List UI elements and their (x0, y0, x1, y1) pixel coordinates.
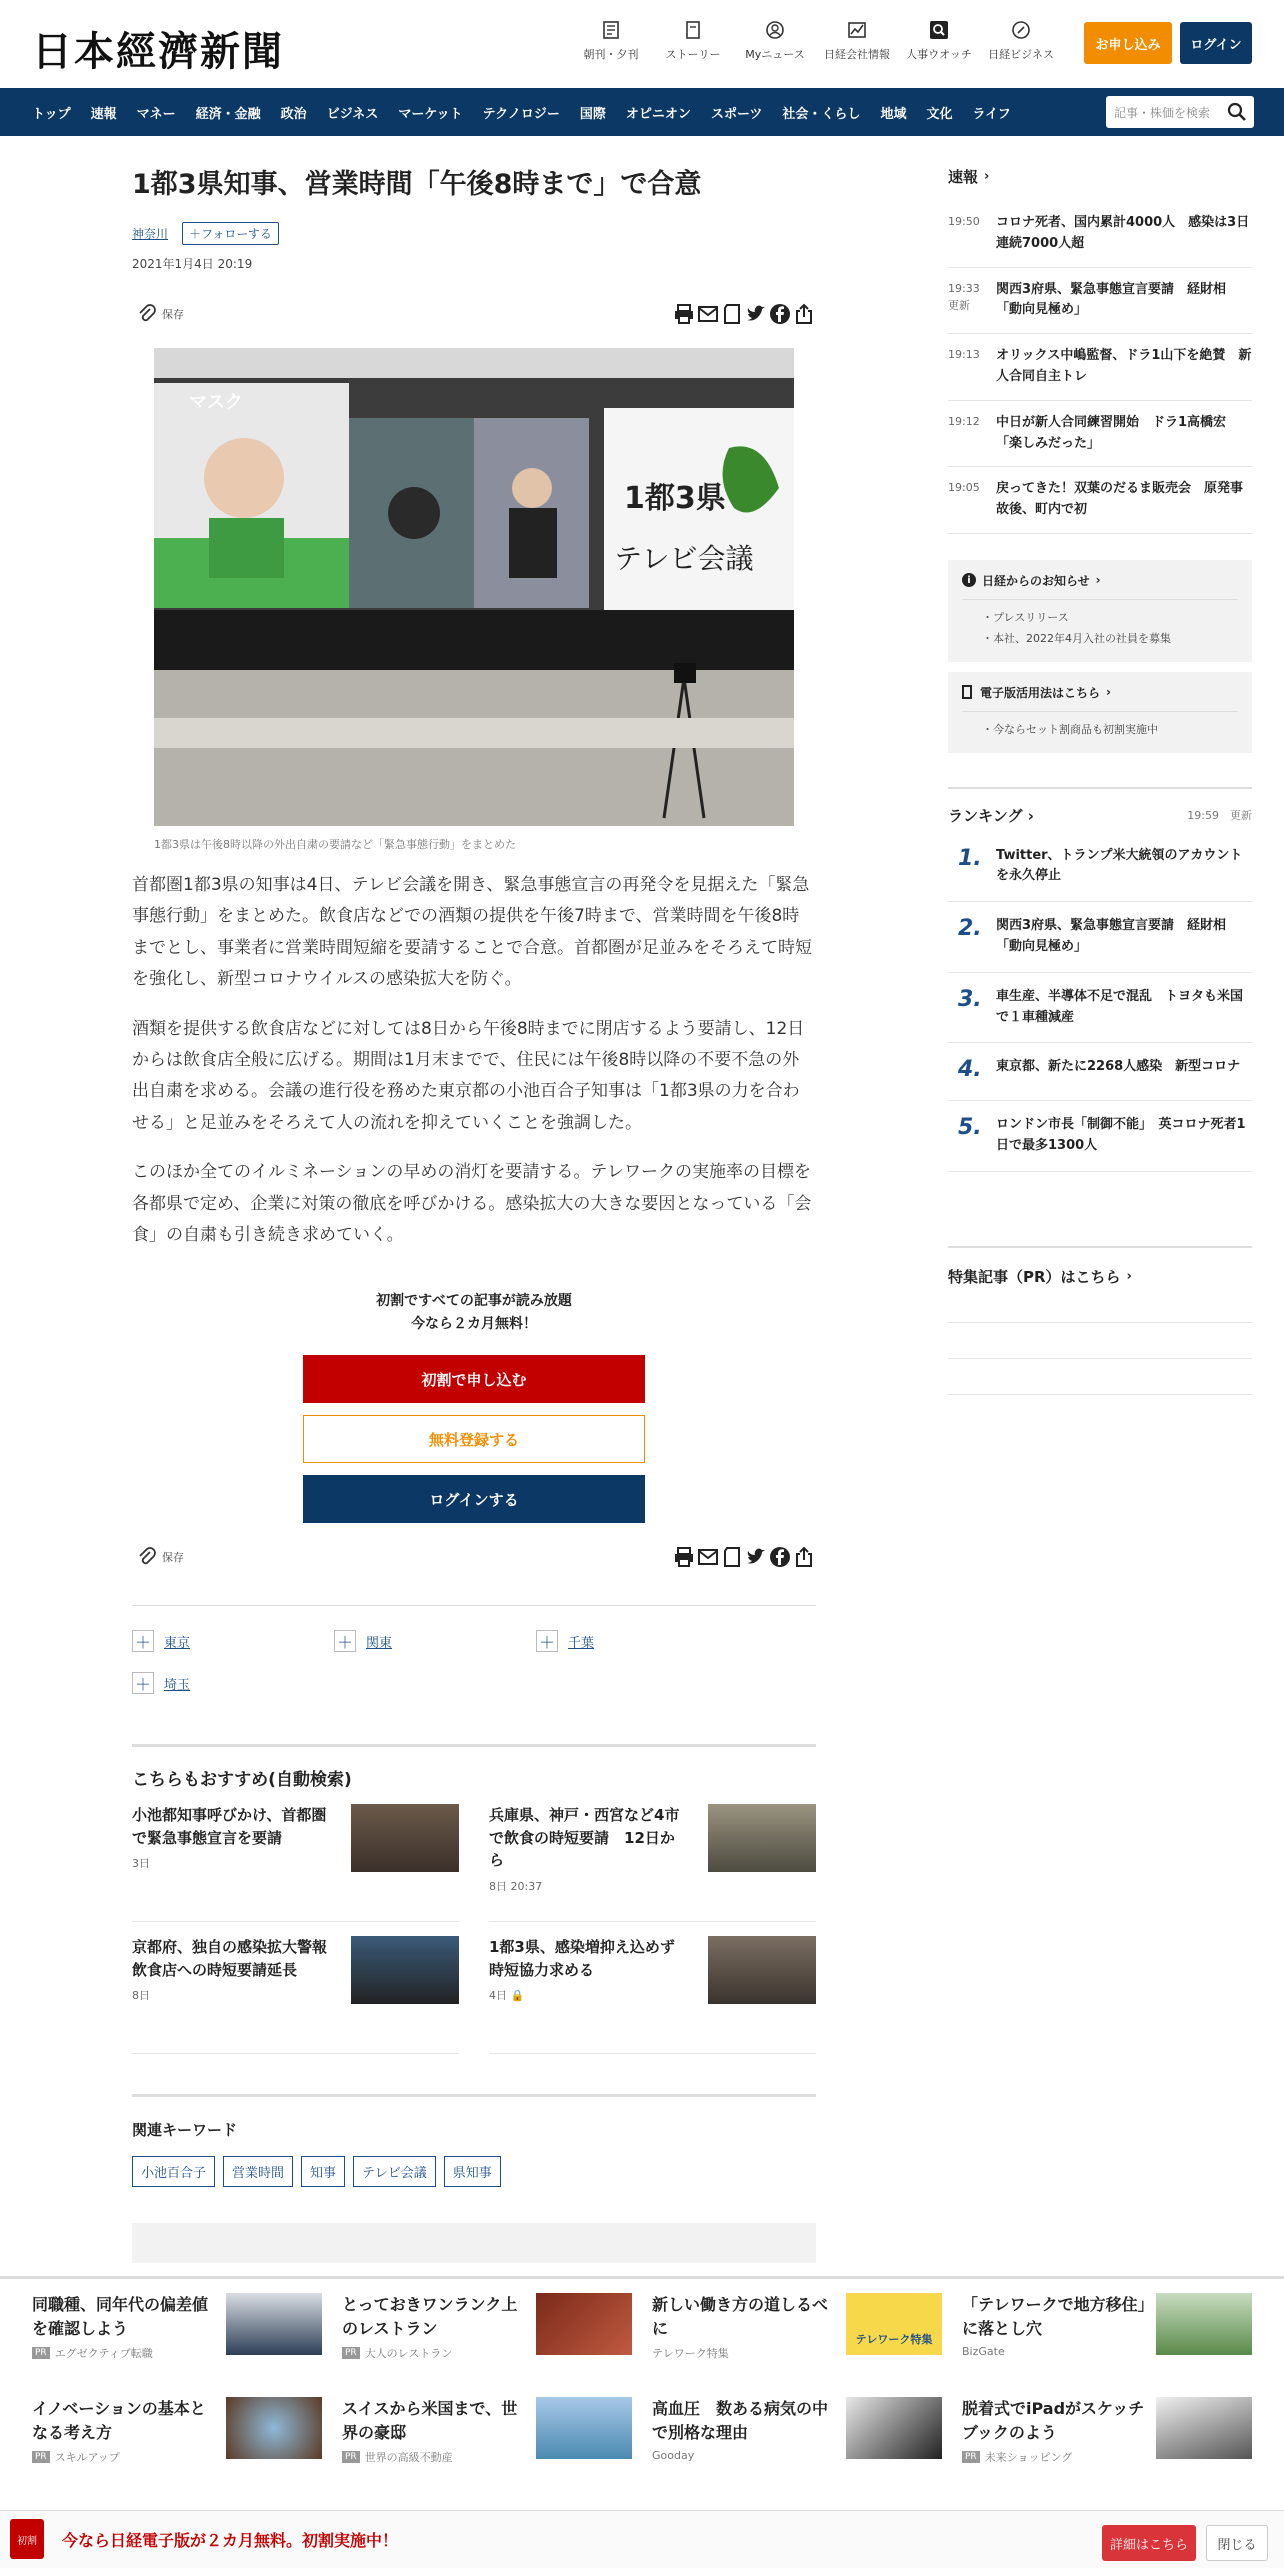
notice-item[interactable]: ・本社、2022年4月入社の社員を募集 (982, 631, 1171, 645)
mail-icon[interactable] (696, 1545, 720, 1569)
ranking-item[interactable] (948, 1043, 1252, 1101)
follow-label: フォローする (201, 226, 272, 241)
flash-item[interactable] (948, 201, 1252, 268)
photo-sign-text: テレビ会議 (614, 541, 754, 575)
sidebar (948, 136, 1252, 1395)
topic-label[interactable]: 東京 (164, 1635, 191, 1651)
recommend-section (132, 1744, 816, 2068)
keyword-chip[interactable]: 小池百合子 (132, 2156, 215, 2187)
ranking-number: 5. (958, 1115, 982, 1141)
flash-item[interactable] (948, 334, 1252, 401)
pr-title[interactable]: 高血圧 数ある病気の中で別格な理由 (652, 2399, 829, 2442)
flash-time: 19:05 (948, 481, 980, 495)
nav-item[interactable]: ビジネス (326, 106, 379, 122)
ranking-text[interactable]: Twitter、トランプ米大統領のアカウントを永久停止 (996, 847, 1243, 884)
flash-updated: 更新 (948, 299, 970, 313)
pr-source: 大人のレストラン (364, 2347, 453, 2360)
ranking-text[interactable]: ロンドン市長「制御不能」 英コロナ死者1日で最多1300人 (996, 1117, 1246, 1154)
flash-item[interactable] (948, 268, 1252, 335)
share-icon[interactable] (792, 1545, 816, 1569)
pr-item[interactable] (652, 2397, 942, 2501)
flash-text[interactable]: 戻ってきた！双葉のだるま販売会 原発事故後、町内で初 (996, 481, 1244, 518)
save-label: 保存 (162, 307, 184, 321)
paywall-line2: 今なら２カ月無料！ (411, 1316, 537, 1333)
site-logo[interactable]: 日本經濟新聞 (32, 28, 284, 75)
pr-source: Gooday (652, 2449, 695, 2462)
notice-item-label: 本社、2022年4月入社の社員を募集 (993, 631, 1171, 645)
paperclip-icon (136, 303, 158, 325)
search-icon[interactable] (1226, 101, 1248, 123)
topic-follow-item[interactable] (132, 1672, 334, 1694)
header-story-link[interactable] (652, 20, 734, 62)
pr-item[interactable] (32, 2397, 322, 2501)
nav-item[interactable]: 地域 (880, 106, 907, 122)
free-register-button[interactable]: 無料登録する (303, 1415, 645, 1463)
featured-heading[interactable] (948, 1266, 1252, 1287)
recommend-thumbnail[interactable] (351, 1804, 459, 1872)
newspaper-icon (601, 20, 621, 40)
flash-time: 19:50 (948, 215, 980, 228)
header-icon-label: 日経会社情報 (824, 48, 890, 61)
notice-item-label: プレスリリース (993, 610, 1069, 624)
search-placeholder: 記事・株価を検索 (1114, 105, 1211, 120)
nav-item[interactable]: テクノロジー (482, 106, 560, 122)
article-title: 1都3県知事、営業時間「午後8時まで」で合意 (132, 169, 702, 200)
note-icon[interactable] (720, 302, 744, 326)
pr-source: 世界の高級不動産 (364, 2451, 453, 2464)
twitter-icon[interactable] (744, 1545, 768, 1569)
recommend-thumbnail[interactable] (351, 1936, 459, 2004)
nav-item[interactable]: オピニオン (625, 106, 691, 122)
flash-item[interactable] (948, 401, 1252, 468)
pr-item[interactable] (32, 2293, 322, 2397)
info-icon: i (962, 573, 976, 587)
nav-item[interactable]: 文化 (926, 106, 953, 122)
save-label: 保存 (162, 1551, 184, 1565)
article-column (132, 136, 816, 2263)
pr-title[interactable]: 脱着式でiPadがスケッチブックのよう (962, 2399, 1145, 2442)
paperclip-icon (136, 1546, 158, 1568)
article-date: 2021年1月4日 20:19 (132, 256, 253, 271)
pr-source: エグゼクティブ転職 (54, 2347, 153, 2360)
recommend-date: 8日 20:37 (489, 1879, 543, 1893)
subscribe-button[interactable]: お申し込み (1084, 22, 1172, 64)
plus-icon: ＋ (132, 1672, 154, 1694)
pr-item[interactable] (652, 2293, 942, 2397)
photo-illustration (154, 348, 794, 826)
flash-text[interactable]: 関西3府県、緊急事態宣言要請 経財相「動向見極め」 (996, 281, 1227, 318)
article-paragraph: 酒類を提供する飲食店などに対しては8日から午後8時までに閉店するよう要請し、12日からは飲食店全般に広げる。期間は1月末までで、住民には午後8時以降の不要不急の外出自粛を求める。会議の進行役を務めた東京都の小池百合子知事は「1都3県の力を合わせる」と足並みをそろえて人の流れを抑えていくことを強調した。 (132, 1018, 805, 1133)
twitter-icon[interactable] (744, 302, 768, 326)
header-personnel-link[interactable] (898, 20, 980, 62)
nav-item[interactable]: マーケット (398, 106, 463, 122)
nav-item[interactable]: トップ (32, 106, 71, 122)
keywords-heading: 関連キーワード (132, 2121, 238, 2140)
photo-sign-text: 1都3県 (624, 480, 726, 516)
recommend-item[interactable] (132, 1936, 459, 2054)
pr-source: BizGate (962, 2345, 1005, 2358)
pr-title[interactable]: とっておきワンランク上のレストラン (342, 2295, 518, 2338)
search-input[interactable] (1106, 96, 1254, 128)
header-business-link[interactable] (980, 20, 1062, 62)
lock-icon: 🔒 (510, 1989, 525, 2003)
flash-news (948, 166, 1252, 534)
note-icon[interactable] (720, 1545, 744, 1569)
pr-thumbnail[interactable] (1156, 2397, 1252, 2459)
flash-time: 19:33 (948, 281, 980, 295)
story-icon (683, 20, 703, 40)
save-button[interactable] (136, 1546, 184, 1568)
region-link[interactable]: 神奈川 (132, 226, 169, 241)
recommend-date: 4日 (489, 1989, 507, 2003)
flash-time: 19:13 (948, 348, 980, 362)
print-icon[interactable] (672, 302, 696, 326)
nav-item[interactable]: 速報 (90, 106, 117, 122)
header-icon-label: Myニュース (745, 48, 805, 61)
pr-thumbnail[interactable] (226, 2293, 322, 2355)
header-icon-label: 日経ビジネス (988, 48, 1054, 61)
pr-item[interactable] (342, 2397, 632, 2501)
nav-item[interactable]: スポーツ (710, 106, 763, 122)
ranking-updated (1187, 807, 1252, 823)
keyword-chip[interactable]: テレビ会議 (353, 2156, 436, 2187)
topic-label[interactable]: 関東 (366, 1635, 393, 1651)
topic-label[interactable]: 千葉 (568, 1635, 595, 1651)
ranking-number: 4. (958, 1057, 982, 1083)
promo-banner (0, 2510, 1284, 2568)
ranking-text[interactable]: 車生産、半導体不足で混乱 トヨタも米国で１車種減産 (996, 988, 1244, 1025)
plus-icon: ＋ (334, 1630, 356, 1652)
share-buttons (672, 302, 816, 326)
flash-text[interactable]: コロナ死者、国内累計4000人 感染は3日連続7000人超 (996, 215, 1250, 251)
promo-detail-button[interactable]: 詳細はこちら (1102, 2525, 1196, 2561)
pr-source: スキルアップ (54, 2451, 120, 2464)
nav-item[interactable]: 社会・くらし (782, 106, 861, 122)
ranking-time: 19:59 (1187, 809, 1219, 823)
notice-box (948, 560, 1252, 662)
bookmark-icon (962, 685, 972, 699)
ranking-heading-label: ランキング (948, 806, 1023, 825)
notice-heading-label: 日経からのお知らせ (982, 573, 1090, 588)
pr-thumbnail[interactable] (536, 2397, 632, 2459)
flash-heading[interactable] (948, 166, 1252, 187)
ranking-number: 1. (958, 845, 982, 871)
flash-heading-label: 速報 (948, 168, 979, 186)
pr-item[interactable] (962, 2293, 1252, 2397)
keyword-chip[interactable]: 知事 (301, 2156, 345, 2187)
pr-thumbnail[interactable] (1156, 2293, 1252, 2355)
pr-thumbnail[interactable] (226, 2397, 322, 2459)
share-icon[interactable] (792, 302, 816, 326)
facebook-icon[interactable] (768, 1545, 792, 1569)
topic-follow-list (132, 1605, 816, 1714)
header-icon-label: ストーリー (665, 48, 721, 61)
plus-icon: ＋ (536, 1630, 558, 1652)
save-button[interactable] (136, 303, 184, 325)
chart-icon (847, 20, 867, 40)
featured-placeholder (948, 1287, 1252, 1323)
recommend-title[interactable]: 兵庫県、神戸・西宮など4市で飲食の時短要請 12日から (489, 1806, 680, 1870)
ranking-item[interactable] (948, 973, 1252, 1044)
recommend-title[interactable]: 小池都知事呼びかけ、首都圏で緊急事態宣言を要請 (132, 1806, 327, 1847)
ranking-number: 2. (958, 916, 982, 942)
pr-source: 未来ショッピング (984, 2451, 1073, 2464)
header-icon-label: 朝刊・夕刊 (583, 48, 639, 61)
nav-item[interactable]: 経済・金融 (195, 106, 261, 122)
nav-item[interactable]: マネー (136, 106, 176, 122)
notice-heading[interactable] (962, 572, 1238, 589)
pr-badge: PR (32, 2347, 50, 2359)
pr-title[interactable]: 「テレワークで地方移住」に落とし穴 (962, 2295, 1146, 2338)
nav-item[interactable]: ライフ (972, 106, 1011, 122)
topic-follow-item[interactable] (536, 1630, 738, 1652)
recommend-title[interactable]: 京都府、独自の感染拡大警報 飲食店への時短要請延長 (132, 1938, 343, 1979)
header-icon-label: 人事ウオッチ (906, 48, 972, 61)
pr-thumbnail[interactable] (536, 2293, 632, 2355)
flash-time: 19:12 (948, 414, 980, 428)
article-body (132, 870, 816, 1252)
nav-item[interactable]: 政治 (280, 106, 307, 122)
article-paragraph: 首都圏1都3県の知事は4日、テレビ会議を開き、緊急事態宣言の再発令を見据えた「緊急事態行動」をまとめた。飲食店などでの酒類の提供を午後7時まで、営業時間を午後8時までとし、事業者に営業時間短縮を要請することで合意。首都圏が足並みをそろえて時短を強化し、新型コロナウイルスの感染拡大を防ぐ。 (132, 874, 812, 990)
pr-source: テレワーク特集 (652, 2347, 729, 2360)
topic-follow-item[interactable] (132, 1630, 334, 1652)
pr-thumbnail[interactable] (846, 2397, 942, 2459)
promo-close-button[interactable]: 閉じる (1206, 2525, 1268, 2561)
edition-item[interactable]: ・今ならセット割商品も初割実施中 (982, 722, 1158, 736)
ranking-item[interactable] (948, 1101, 1252, 1172)
promo-text[interactable]: 今なら日経電子版が２カ月無料。初割実施中！ (62, 2531, 399, 2550)
featured-heading-label: 特集記事（PR）はこちら (948, 1268, 1121, 1287)
pr-badge: PR (962, 2451, 980, 2463)
paywall-login-button[interactable]: ログインする (303, 1475, 645, 1523)
keyword-chip[interactable]: 営業時間 (223, 2156, 293, 2187)
photo-sign-text: マスク (189, 391, 243, 413)
print-icon[interactable] (672, 1545, 696, 1569)
flash-item[interactable] (948, 467, 1252, 534)
recommend-date: 3日 (132, 1857, 150, 1871)
pr-title[interactable]: 同職種、同年代の偏差値を確認しよう (32, 2295, 209, 2338)
paywall-line1: 初割ですべての記事が読み放題 (376, 1292, 572, 1309)
article-paragraph: このほか全てのイルミネーションの早めの消灯を要請する。テレワークの実施率の目標を各都県で定め、企業に対策の徹底を呼びかける。感染拡大の大きな要因となっている「会食」の自粛も引き続き求めていく。 (132, 1162, 812, 1246)
edition-heading[interactable] (962, 684, 1238, 701)
ranking-item[interactable] (948, 902, 1252, 973)
edition-box (948, 672, 1252, 753)
recommend-item[interactable] (489, 1936, 816, 2054)
site-header (0, 0, 1284, 88)
login-button[interactable]: ログイン (1180, 22, 1252, 64)
recommend-meta (489, 1987, 685, 2003)
pr-item[interactable] (342, 2293, 632, 2397)
article-toolbar-top (132, 296, 816, 332)
promo-badge: 初割 (10, 2519, 44, 2559)
follow-button[interactable] (182, 222, 279, 245)
pr-thumbnail-text: テレワーク特集 (855, 2333, 933, 2346)
pr-title[interactable]: イノベーションの基本となる考え方 (32, 2399, 206, 2442)
chevron-right-icon: › (1095, 573, 1101, 588)
header-icons (570, 20, 1062, 62)
chevron-right-icon: › (1106, 685, 1111, 700)
search-icon (929, 20, 949, 40)
ranking-heading[interactable] (948, 805, 1034, 826)
mail-icon[interactable] (696, 302, 720, 326)
keyword-chip[interactable]: 県知事 (444, 2156, 501, 2187)
header-company-info-link[interactable] (816, 20, 898, 62)
ranking-text[interactable]: 関西3府県、緊急事態宣言要請 経財相「動向見極め」 (996, 918, 1227, 955)
compass-icon (1011, 20, 1031, 40)
flash-text[interactable]: 中日が新人合同練習開始 ドラ1高橋宏「楽しみだった」 (996, 414, 1227, 451)
share-buttons (672, 1545, 816, 1569)
plus-icon: ＋ (132, 1630, 154, 1652)
edition-item-label: 今ならセット割商品も初割実施中 (993, 722, 1158, 736)
photo-caption: 1都3県は午後8時以降の外出自粛の要請など「緊急事態行動」をまとめた (154, 837, 516, 851)
edition-heading-label: 電子版活用法はこちら (980, 685, 1101, 700)
recommend-title[interactable]: 1都3県、感染増抑え込めず 時短協力求める (489, 1938, 690, 1979)
notice-item[interactable]: ・プレスリリース (982, 610, 1069, 624)
header-newspaper-link[interactable] (570, 20, 652, 62)
recommend-date: 8日 (132, 1989, 150, 2003)
nav-item[interactable]: 国際 (579, 106, 606, 122)
recommend-thumbnail[interactable] (708, 1936, 816, 2004)
flash-text[interactable]: オリックス中嶋監督、ドラ1山下を絶賛 新人合同自主トレ (996, 348, 1252, 384)
paywall (132, 1290, 816, 1524)
ranking-text[interactable]: 東京都、新たに2268人感染 新型コロナ (996, 1059, 1241, 1075)
pr-badge: PR (342, 2347, 360, 2359)
featured-placeholder (948, 1323, 1252, 1359)
ranking-number: 3. (958, 986, 982, 1012)
article-photo (154, 348, 794, 826)
pr-item[interactable] (962, 2397, 1252, 2501)
header-mynews-link[interactable] (734, 20, 816, 62)
facebook-icon[interactable] (768, 302, 792, 326)
ranking-section (948, 787, 1252, 1172)
pr-title[interactable]: 新しい働き方の道しるべに (652, 2295, 829, 2338)
related-keywords (132, 2094, 816, 2187)
pr-title[interactable]: スイスから米国まで、世界の豪邸 (342, 2399, 518, 2442)
recommend-item[interactable] (489, 1804, 816, 1922)
recommend-item[interactable] (132, 1804, 459, 1922)
ranking-update-label: 更新 (1230, 809, 1252, 823)
ranking-item[interactable] (948, 832, 1252, 903)
article-toolbar-bottom (132, 1539, 816, 1575)
topic-label[interactable]: 埼玉 (164, 1677, 191, 1693)
user-icon (765, 20, 785, 40)
main-nav (0, 88, 1284, 136)
chevron-right-icon: › (1027, 806, 1034, 825)
topic-follow-item[interactable] (334, 1630, 536, 1652)
pr-badge: PR (32, 2451, 50, 2463)
pr-badge: PR (342, 2451, 360, 2463)
recommend-thumbnail[interactable] (708, 1804, 816, 1872)
recommend-heading: こちらもおすすめ(自動検索) (132, 1770, 352, 1791)
trial-subscribe-button[interactable]: 初割で申し込む (303, 1355, 645, 1403)
chevron-right-icon: › (1126, 1269, 1132, 1285)
featured-section (948, 1246, 1252, 1395)
plus-icon: ＋ (189, 226, 202, 241)
pr-section (0, 2276, 1284, 2501)
featured-placeholder (948, 1359, 1252, 1395)
pr-thumbnail[interactable] (846, 2293, 942, 2355)
chevron-right-icon: › (984, 169, 990, 184)
ad-placeholder (132, 2223, 816, 2263)
